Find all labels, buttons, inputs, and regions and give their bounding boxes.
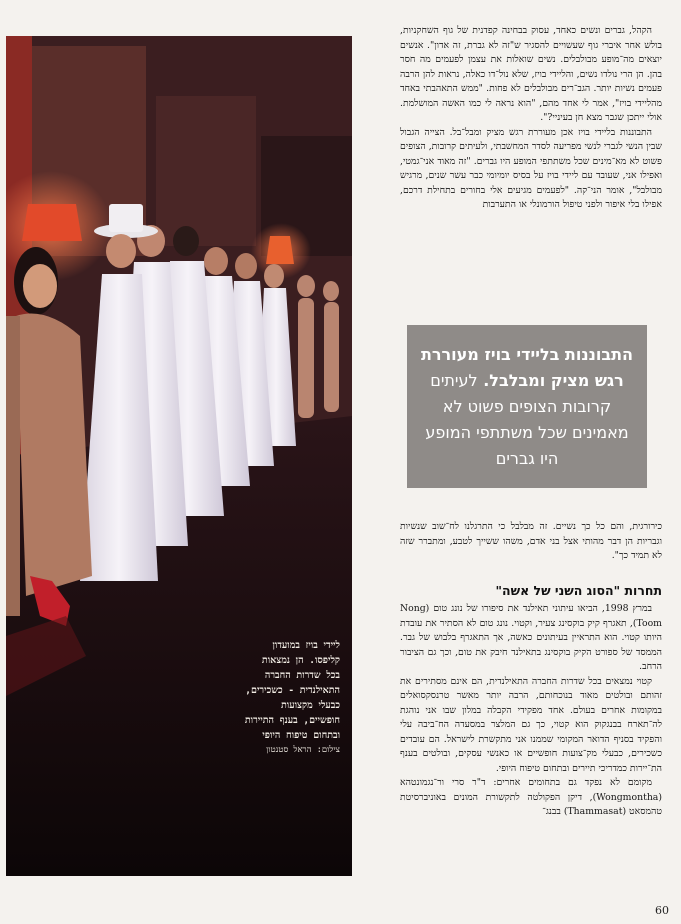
article-column-top — [400, 24, 662, 306]
page-number: 60 — [655, 904, 669, 917]
pull-quote — [407, 325, 647, 488]
caption-line: ליידי בויז במועדון — [272, 640, 340, 651]
article-paragraph: קטוי נמצאים בכל שדרות החברה התאילנדית, הם אינם מסתירים את זהותם ובולטים מאוד בנוכחותם, הרבה יותר מאשר טרנסקסואלים במקומות אחרים בעולם. אחד מפקידי הקבלה במלון שבו אני נוהגת לה־תארח בבנגקוק הוא קטוי, כך גם המלצר במסעדה הח־ביבה עלי והפקיד בסניף הדואר המקומי שממנו אני מתקשרת לישראל. הם עובדים כשכירים, כבעלי מק־צועות חופשיים או כאנשי עסקים, ובולטים בענף הת־יירות כמדריכי תיירים ובתחום טיפוח היופי. — [400, 675, 662, 774]
article-paragraph: מקומם לא נפקד גם בתחומים אחרים: ד"ר סרי ור־נגמונטהא (Wongmontha), דיקן הפקולטה לתקשורת המונים באוניברסיטת טהמסאט (Thammasat) בבנג־ — [400, 777, 662, 817]
photo-caption — [200, 638, 340, 758]
caption-line: חופשיים, בענף התיירות — [244, 715, 340, 726]
article-paragraph: כירורגית, והם כל כך נשיים. זה מבלבל כי התרגלנו לח־שוב שנשיות וגבריות הן דבר מהותי אצל בני אדם, משהו ששייך לטבע, ומתברר שזה לא תמיד כך". — [400, 521, 662, 561]
caption-line: בכל שדרות החברה — [264, 670, 340, 681]
article-photo — [6, 36, 352, 876]
article-paragraph: הקהל, גברים ונשים כאחד, עסוק בבחינה קפדנית של גוף השחקניות, בולש אחר איברי גוף שעשויים להסגיר ש"זה לא גברת, זה אדון". אנשים יוצאים מה־מופע מבולבלים. נשים שואלות את עצמן לפעמים מה חסר בהן. הן הרי נולדו נשים, והליידי בויז, שלא נול־דו כאלה, נראות להן הרבה פעמים נשיות יותר. הגב־רים מבולבלים לא פחות. "ממש התאהבתי באחד מהליידי בויז", אמר לי אחד מהם, "הוא נראה לי כמו האשה המושלמת. אולי ייתכן שגבר מצא חן בעיניי?". — [400, 25, 662, 123]
article-paragraph: התבוננות בליידי בויז אכן מעוררת רגש מציק ומבל־בל. הצייה הגבול שבין הנשי לגברי לנשי מפריעה לסדר המחשבתי, ולעיתים קרובות, הצופים פשוט לא מא־מינים שכל משתתפי המופע היו גברים. "זה מאוד אני־גמטי, ואפילו אני, שעובד עם ליידי בויז על בסיס יומיומי כבר עשר שנים, מרגיש מבולבל", אומר הני־קה. "לפעמים מגיעים אלי בחורים בתחילת דרכם, אפילו בלי איפור ולפני טיפול הורמונלי או התערבות — [400, 126, 662, 210]
article-column-bottom — [400, 602, 662, 902]
article-column-middle — [400, 520, 662, 564]
pull-quote-light: לעיתים קרובות הצופים פשוט לא מאמינים שכל משתתפי המופע היו גברים — [425, 371, 629, 468]
caption-line: כבעלי מקצועות — [281, 700, 340, 711]
photo-credit: צילום: הראל סטנטון — [266, 745, 340, 755]
caption-line: קליפסו. הן נמצאות — [261, 655, 340, 666]
section-subheading: תחרות "הסוג השני של אשה" — [495, 583, 662, 598]
caption-line: התאילנדית - כשכירים, — [245, 685, 340, 696]
article-paragraph: במרץ 1998, הביאו עיתוני תאילנד את סיפורו של נונג טום (Nong Toom), תאגרף קיק בוקסינג צעיר, וקטוי. נונג טום לא הסתיר את עובדת היותו קטוי. הוא התראיין בעיתונים כאשה, אך התאגרף בלבוש של גבר. הממסד של ספורט הקיק בוקסינג בתאילנד חיבק את טום, וכך גם הציבור הרחב. — [400, 603, 662, 672]
caption-line: ובתחום טיפוח היופי — [262, 730, 340, 741]
pull-quote-bold: התבוננות בליידי בויז מעוררת רגש מציק ומבלבל. — [420, 345, 634, 390]
